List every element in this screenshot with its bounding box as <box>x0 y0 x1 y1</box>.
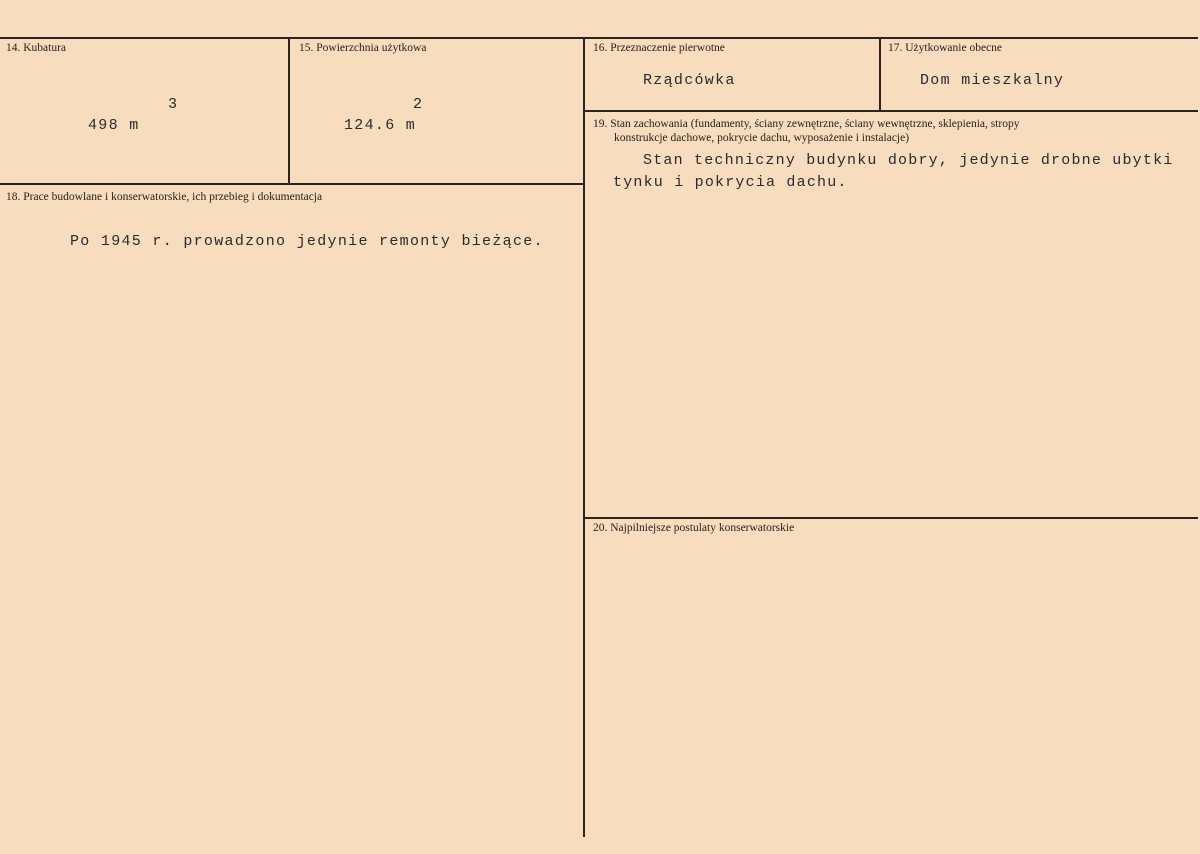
field-16-label: 16. Przeznaczenie pierwotne <box>593 42 725 54</box>
center-divider <box>583 37 585 837</box>
field-15-exponent: 2 <box>413 96 424 113</box>
field-14-exponent: 3 <box>168 96 179 113</box>
field-14-value: 498 m <box>88 117 140 134</box>
field-14-label: 14. Kubatura <box>6 42 67 54</box>
field-18-label: 18. Prace budowlane i konserwatorskie, ich przebieg i dokumentacja <box>6 191 323 203</box>
field-15-label: 15. Powierzchnia użytkowa <box>299 42 427 54</box>
field-19-value <box>613 150 1193 194</box>
field-18-value: Po 1945 r. prowadzono jedynie remonty bieżące. <box>70 233 544 250</box>
field-19-value-line1: Stan techniczny budynku dobry, jedynie drobne ubytki <box>643 152 1174 169</box>
field-19-label-line2: konstrukcje dachowe, pokrycie dachu, wyposażenie i instalacje) <box>614 132 910 144</box>
field-19-label-line1: 19. Stan zachowania (fundamenty, ściany zewnętrzne, ściany wewnętrzne, sklepienia, stropy <box>593 118 1020 130</box>
field-17-value: Dom mieszkalny <box>920 72 1065 89</box>
rule-under-16-17 <box>585 110 1198 112</box>
field-15-value: 124.6 m <box>344 117 417 134</box>
divider-14-15 <box>288 37 290 183</box>
divider-16-17 <box>879 37 881 110</box>
rule-under-19 <box>585 517 1198 519</box>
field-19-value-line2: tynku i pokrycia dachu. <box>613 174 848 191</box>
field-17-label: 17. Użytkowanie obecne <box>888 42 1003 54</box>
field-20-label: 20. Najpilniejsze postulaty konserwatorskie <box>593 522 795 534</box>
field-16-value: Rządcówka <box>643 72 736 89</box>
top-rule <box>0 37 1198 39</box>
rule-under-14-15 <box>0 183 585 185</box>
